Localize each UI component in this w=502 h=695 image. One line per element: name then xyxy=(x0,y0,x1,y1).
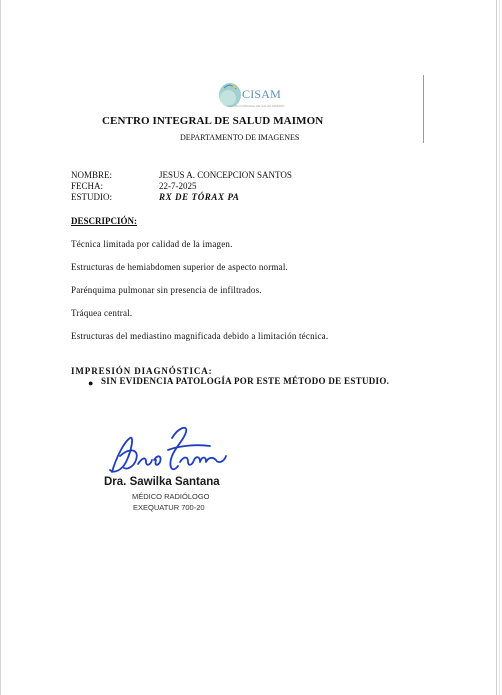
name-label: NOMBRE: xyxy=(71,170,113,180)
header-divider xyxy=(423,75,424,143)
impression-heading: IMPRESIÓN DIAGNÓSTICA: xyxy=(71,366,213,376)
study-label: ESTUDIO: xyxy=(71,192,112,202)
department-name: DEPARTAMENTO DE IMAGENES xyxy=(180,133,300,142)
signer-title: MÉDICO RADIÓLOGO xyxy=(132,492,210,501)
signer-exequatur: EXEQUATUR 700-20 xyxy=(133,503,205,512)
report-date: 22-7-2025 xyxy=(159,181,197,191)
organization-name: CENTRO INTEGRAL DE SALUD MAIMON xyxy=(102,115,324,127)
logo-tagline: CENTRO INTEGRAL DE SALUD MAIMON xyxy=(227,104,285,108)
page-edge-right-secondary xyxy=(499,0,500,695)
page-edge-right xyxy=(496,0,497,695)
impression-item: SIN EVIDENCIA PATOLOGÍA POR ESTE MÉTODO DE ESTUDIO. xyxy=(101,376,390,386)
description-paragraph: Estructuras de hemiabdomen superior de aspecto normal. xyxy=(71,262,288,272)
description-paragraph: Estructuras del mediastino magnificada debido a limitación técnica. xyxy=(71,331,329,341)
study-type: RX DE TÓRAX PA xyxy=(159,192,240,202)
patient-name: JESUS A. CONCEPCION SANTOS xyxy=(159,170,292,180)
date-label: FECHA: xyxy=(71,181,104,191)
description-paragraph: Técnica limitada por calidad de la imagen. xyxy=(71,239,233,249)
handwritten-signature-icon xyxy=(106,420,231,480)
signer-name: Dra. Sawilka Santana xyxy=(104,476,220,488)
description-heading: DESCRIPCIÓN: xyxy=(71,216,138,226)
description-paragraph: Parénquima pulmonar sin presencia de infiltrados. xyxy=(71,285,262,295)
description-paragraph: Tráquea central. xyxy=(71,308,133,318)
logo-wordmark: CISAM xyxy=(242,87,282,101)
bullet-icon: ● xyxy=(88,378,94,388)
page-edge-left xyxy=(0,0,1,695)
